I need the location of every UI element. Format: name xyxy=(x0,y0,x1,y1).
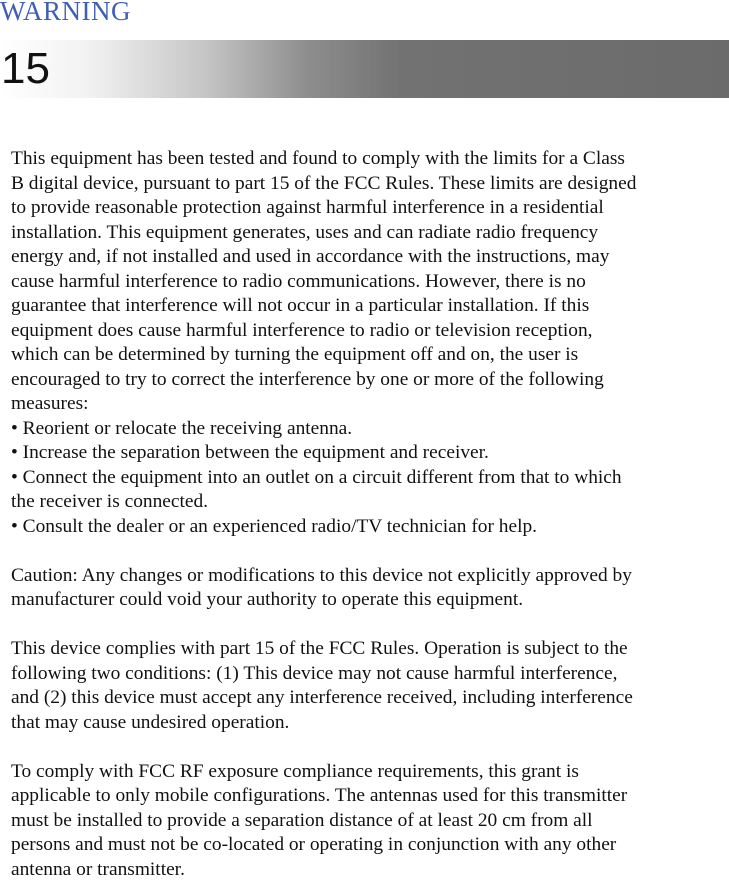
text-line: guarantee that interference will not occur in a particular installation. If this xyxy=(11,295,590,316)
text-line: This equipment has been tested and found to comply with the limits for a Class xyxy=(11,148,625,169)
measures-list xyxy=(11,417,701,540)
list-item: • Consult the dealer or an experienced radio/TV technician for help. xyxy=(11,515,538,537)
text-line: equipment does cause harmful interference to radio or television reception, xyxy=(11,319,593,341)
text-line: B digital device, pursuant to part 15 of the FCC Rules. These limits are designed xyxy=(11,172,637,194)
text-line: manufacturer could void your authority to operate this equipment. xyxy=(11,589,524,610)
paragraph-spacer xyxy=(11,613,701,638)
text-line: that may cause undesired operation. xyxy=(11,711,290,733)
text-line: cause harmful interference to radio communications. However, there is no xyxy=(11,270,586,292)
text-line: encouraged to try to correct the interference by one or more of the following xyxy=(11,368,604,390)
text-line: following two conditions: (1) This device may not cause harmful interference, xyxy=(11,662,618,684)
caution-paragraph xyxy=(11,564,701,613)
section-title: WARNING xyxy=(0,0,131,26)
text-line: measures: xyxy=(11,393,89,414)
text-line: must be installed to provide a separation distance of at least 20 cm from all xyxy=(11,809,593,831)
list-item: • Increase the separation between the equipment and receiver. xyxy=(11,442,489,463)
text-line: persons and must not be co-located or operating in conjunction with any other xyxy=(11,834,617,855)
text-line: applicable to only mobile configurations. The antennas used for this transmitter xyxy=(11,785,628,806)
text-line: which can be determined by turning the equipment off and on, the user is xyxy=(11,344,579,365)
text-line: installation. This equipment generates, uses and can radiate radio frequency xyxy=(11,221,599,243)
list-item-continuation: the receiver is connected. xyxy=(11,491,209,512)
page-number: 15 xyxy=(1,44,50,93)
list-item: • Connect the equipment into an outlet on a circuit different from that to which xyxy=(11,466,622,488)
text-line: and (2) this device must accept any interference received, including interference xyxy=(11,687,633,708)
text-line: antenna or transmitter. xyxy=(11,858,185,880)
text-line: To comply with FCC RF exposure compliance requirements, this grant is xyxy=(11,760,579,782)
paragraph-spacer xyxy=(11,735,701,760)
text-line: Caution: Any changes or modifications to this device not explicitly approved by xyxy=(11,564,632,586)
warning-body xyxy=(11,147,701,882)
text-line: energy and, if not installed and used in accordance with the instructions, may xyxy=(11,246,610,267)
compliance-paragraph xyxy=(11,637,701,735)
rf-exposure-paragraph xyxy=(11,760,701,883)
list-item: • Reorient or relocate the receiving antenna. xyxy=(11,417,353,439)
fcc-statement-paragraph xyxy=(11,147,701,417)
paragraph-spacer xyxy=(11,539,701,564)
text-line: This device complies with part 15 of the FCC Rules. Operation is subject to the xyxy=(11,638,628,659)
page-number-banner xyxy=(0,40,729,98)
text-line: to provide reasonable protection against harmful interference in a residential xyxy=(11,197,604,218)
